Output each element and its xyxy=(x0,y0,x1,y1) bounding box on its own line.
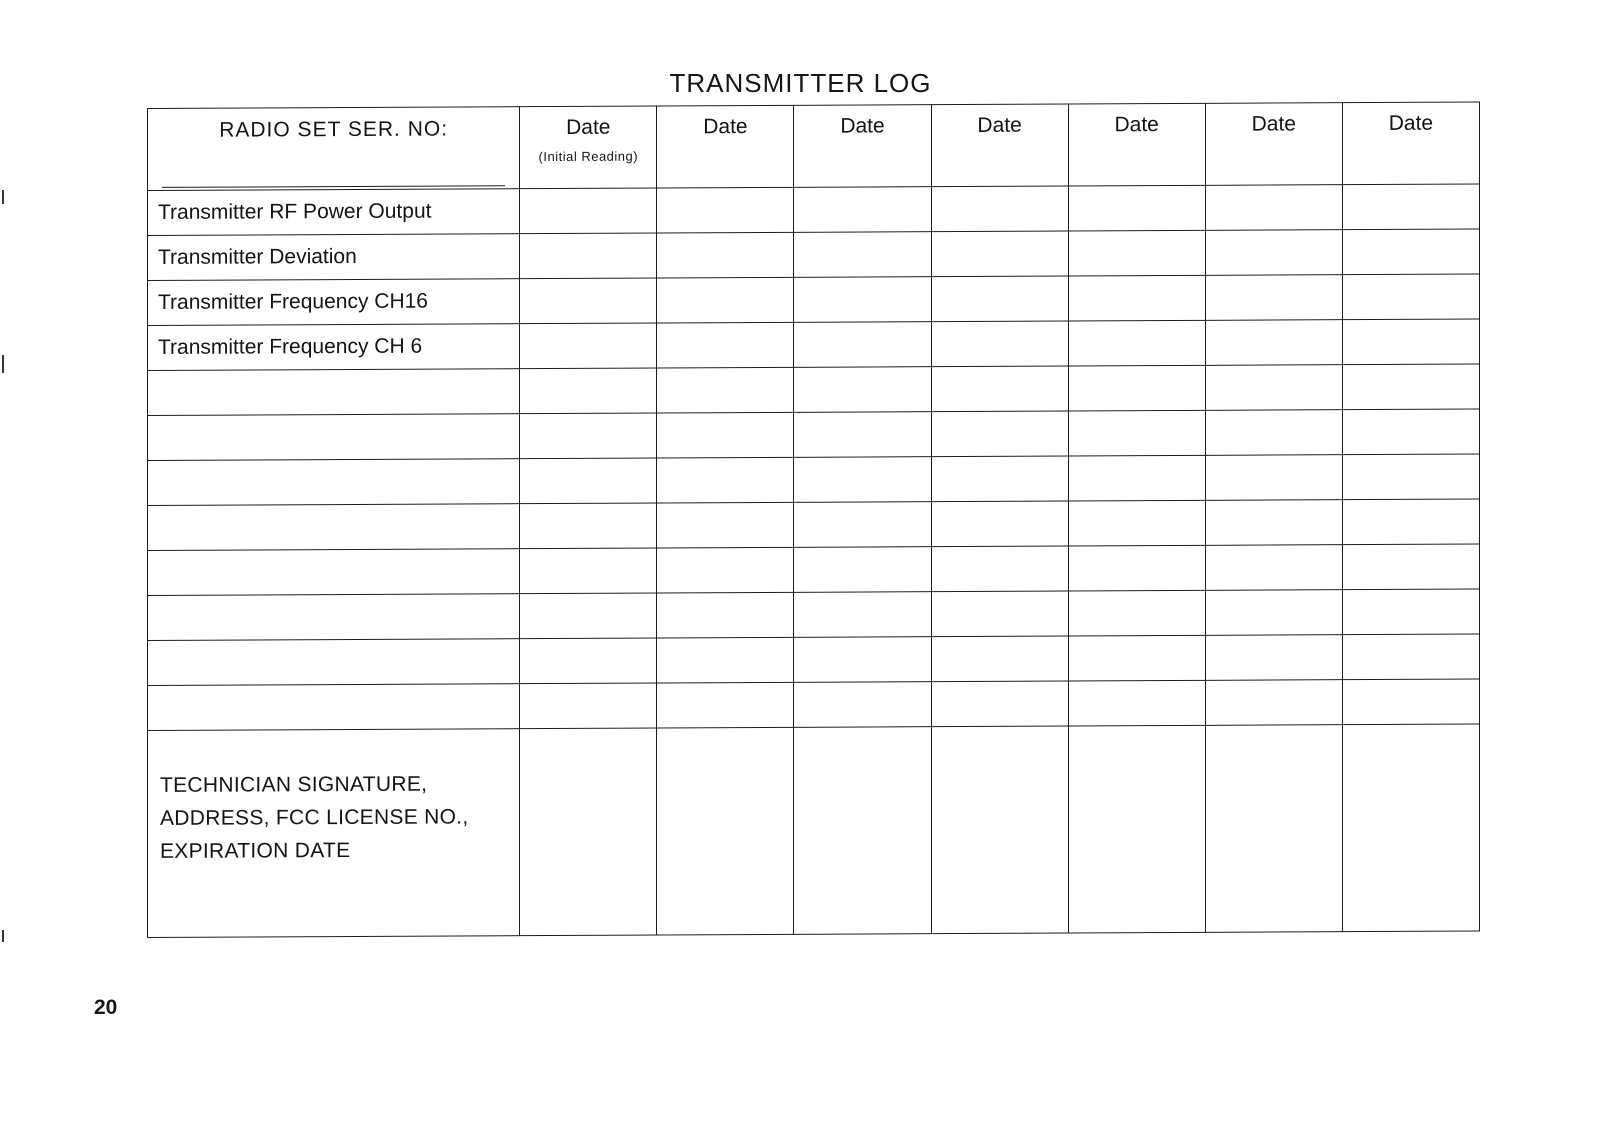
entry-cell[interactable] xyxy=(520,548,657,594)
entry-cell[interactable] xyxy=(1068,185,1205,231)
row-label: Transmitter Deviation xyxy=(158,244,357,269)
entry-cell[interactable] xyxy=(794,457,931,503)
table-row xyxy=(148,544,1480,596)
entry-cell[interactable] xyxy=(1342,319,1479,365)
page-number: 20 xyxy=(94,996,118,1019)
entry-cell[interactable] xyxy=(1068,230,1205,276)
entry-cell[interactable] xyxy=(794,277,931,323)
signature-entry-cell[interactable] xyxy=(1068,725,1205,933)
entry-cell[interactable] xyxy=(1205,320,1342,366)
entry-cell[interactable] xyxy=(931,276,1068,322)
entry-cell[interactable] xyxy=(1205,680,1342,726)
entry-cell[interactable] xyxy=(1342,499,1479,545)
table-row xyxy=(148,364,1480,416)
signature-label-line: TECHNICIAN SIGNATURE, xyxy=(160,772,428,797)
row-label-cell[interactable] xyxy=(148,549,520,596)
row-label-cell[interactable] xyxy=(148,594,520,641)
entry-cell[interactable] xyxy=(1342,364,1479,410)
transmitter-log-table xyxy=(147,101,1480,938)
entry-cell[interactable] xyxy=(1068,545,1205,591)
scan-edge-mark xyxy=(2,355,4,373)
scan-edge-mark xyxy=(2,190,4,204)
row-label-cell[interactable] xyxy=(148,324,520,371)
signature-label-line: ADDRESS, FCC LICENSE NO., xyxy=(160,805,469,830)
entry-cell[interactable] xyxy=(657,592,794,638)
entry-cell[interactable] xyxy=(931,231,1068,277)
serial-number-line[interactable] xyxy=(162,185,505,188)
date-column-header[interactable] xyxy=(1205,103,1342,186)
row-label-cell[interactable] xyxy=(148,369,520,416)
entry-cell[interactable] xyxy=(1205,500,1342,546)
table-row xyxy=(148,274,1480,326)
table-row xyxy=(148,499,1480,551)
entry-cell[interactable] xyxy=(1068,590,1205,636)
row-label-cell[interactable] xyxy=(148,459,520,506)
entry-cell[interactable] xyxy=(657,277,794,323)
entry-cell[interactable] xyxy=(1068,365,1205,411)
entry-cell[interactable] xyxy=(520,188,657,234)
entry-cell[interactable] xyxy=(520,683,657,729)
entry-cell[interactable] xyxy=(1205,365,1342,411)
entry-cell[interactable] xyxy=(1205,635,1342,681)
date-column-header[interactable] xyxy=(1342,102,1479,185)
date-column-header[interactable] xyxy=(794,105,931,188)
entry-cell[interactable] xyxy=(657,682,794,728)
signature-entry-cell[interactable] xyxy=(657,727,794,935)
table-row xyxy=(148,679,1480,731)
entry-cell[interactable] xyxy=(1342,274,1479,320)
entry-cell[interactable] xyxy=(794,502,931,548)
date-column-header[interactable] xyxy=(931,104,1068,187)
row-label-cell[interactable] xyxy=(148,189,520,236)
entry-cell[interactable] xyxy=(931,186,1068,232)
page-title: TRANSMITTER LOG xyxy=(669,68,932,98)
entry-cell[interactable] xyxy=(1342,634,1479,680)
date-header-label: Date xyxy=(566,115,611,139)
row-label-cell[interactable] xyxy=(148,234,520,281)
table-row xyxy=(148,454,1480,506)
entry-cell[interactable] xyxy=(1342,589,1479,635)
date-header-label: Date xyxy=(840,114,885,138)
serial-number-cell[interactable] xyxy=(148,107,520,191)
date-header-label: Date xyxy=(977,113,1022,137)
entry-cell[interactable] xyxy=(1068,275,1205,321)
entry-cell[interactable] xyxy=(657,187,794,233)
entry-cell[interactable] xyxy=(657,637,794,683)
signature-entry-cell[interactable] xyxy=(794,727,931,935)
table-row xyxy=(148,319,1480,371)
entry-cell[interactable] xyxy=(520,503,657,549)
row-label: Transmitter Frequency CH16 xyxy=(158,289,428,314)
date-header-label: Date xyxy=(1114,113,1159,137)
entry-cell[interactable] xyxy=(1205,275,1342,321)
entry-cell[interactable] xyxy=(520,278,657,324)
entry-cell[interactable] xyxy=(1205,545,1342,591)
entry-cell[interactable] xyxy=(520,368,657,414)
entry-cell[interactable] xyxy=(1205,185,1342,231)
entry-cell[interactable] xyxy=(931,546,1068,592)
entry-cell[interactable] xyxy=(931,366,1068,412)
table-row xyxy=(148,184,1480,236)
entry-cell[interactable] xyxy=(1342,184,1479,230)
table-row xyxy=(148,634,1480,686)
entry-cell[interactable] xyxy=(794,187,931,233)
entry-cell[interactable] xyxy=(931,411,1068,457)
entry-cell[interactable] xyxy=(1205,455,1342,501)
signature-entry-cell[interactable] xyxy=(931,726,1068,934)
row-label: Transmitter Frequency CH 6 xyxy=(158,334,423,359)
entry-cell[interactable] xyxy=(520,323,657,369)
entry-cell[interactable] xyxy=(1068,320,1205,366)
entry-cell[interactable] xyxy=(931,636,1068,682)
entry-cell[interactable] xyxy=(1342,679,1479,725)
entry-cell[interactable] xyxy=(794,322,931,368)
date-column-header[interactable] xyxy=(657,105,794,188)
row-label-cell[interactable] xyxy=(148,279,520,326)
entry-cell[interactable] xyxy=(657,367,794,413)
date-column-header[interactable] xyxy=(520,106,657,189)
row-label-cell[interactable] xyxy=(148,504,520,551)
scan-edge-mark xyxy=(2,930,4,942)
date-header-label: Date xyxy=(1251,112,1296,136)
row-label-cell[interactable] xyxy=(148,414,520,461)
date-header-label: Date xyxy=(703,115,748,139)
entry-cell[interactable] xyxy=(1068,680,1205,726)
entry-cell[interactable] xyxy=(931,681,1068,727)
entry-cell[interactable] xyxy=(1068,455,1205,501)
serial-number-label: RADIO SET SER. NO: xyxy=(219,117,449,142)
entry-cell[interactable] xyxy=(657,322,794,368)
entry-cell[interactable] xyxy=(1342,454,1479,500)
entry-cell[interactable] xyxy=(657,457,794,503)
entry-cell[interactable] xyxy=(794,592,931,638)
entry-cell[interactable] xyxy=(794,682,931,728)
entry-cell[interactable] xyxy=(1342,229,1479,275)
entry-cell[interactable] xyxy=(931,456,1068,502)
entry-cell[interactable] xyxy=(1342,409,1479,455)
entry-cell[interactable] xyxy=(931,591,1068,637)
entry-cell[interactable] xyxy=(1068,500,1205,546)
date-header-label: Date xyxy=(1388,111,1434,135)
entry-cell[interactable] xyxy=(1342,544,1479,590)
entry-cell[interactable] xyxy=(794,547,931,593)
entry-cell[interactable] xyxy=(794,367,931,413)
entry-cell[interactable] xyxy=(657,547,794,593)
entry-cell[interactable] xyxy=(794,232,931,278)
row-label-cell[interactable] xyxy=(148,639,520,686)
signature-label-cell xyxy=(148,729,520,938)
entry-cell[interactable] xyxy=(1205,590,1342,636)
entry-cell[interactable] xyxy=(931,501,1068,547)
entry-cell[interactable] xyxy=(520,593,657,639)
entry-cell[interactable] xyxy=(1068,410,1205,456)
table-row xyxy=(148,589,1480,641)
signature-entry-cell[interactable] xyxy=(1342,724,1479,932)
signature-entry-cell[interactable] xyxy=(520,728,657,936)
table-row xyxy=(148,409,1480,461)
entry-cell[interactable] xyxy=(1205,410,1342,456)
signature-row xyxy=(148,724,1480,938)
entry-cell[interactable] xyxy=(520,638,657,684)
table-row xyxy=(148,229,1480,281)
entry-cell[interactable] xyxy=(520,413,657,459)
entry-cell[interactable] xyxy=(1205,230,1342,276)
entry-cell[interactable] xyxy=(520,233,657,279)
entry-cell[interactable] xyxy=(657,502,794,548)
entry-cell[interactable] xyxy=(931,321,1068,367)
entry-cell[interactable] xyxy=(794,412,931,458)
date-column-header[interactable] xyxy=(1068,103,1205,186)
entry-cell[interactable] xyxy=(794,637,931,683)
entry-cell[interactable] xyxy=(1068,635,1205,681)
row-label: Transmitter RF Power Output xyxy=(158,199,432,224)
signature-label-line: EXPIRATION DATE xyxy=(160,839,351,863)
entry-cell[interactable] xyxy=(520,458,657,504)
table-header-row xyxy=(148,102,1480,191)
entry-cell[interactable] xyxy=(657,412,794,458)
initial-reading-note: (Initial Reading) xyxy=(538,148,639,165)
signature-entry-cell[interactable] xyxy=(1205,725,1342,933)
row-label-cell[interactable] xyxy=(148,684,520,731)
entry-cell[interactable] xyxy=(657,232,794,278)
